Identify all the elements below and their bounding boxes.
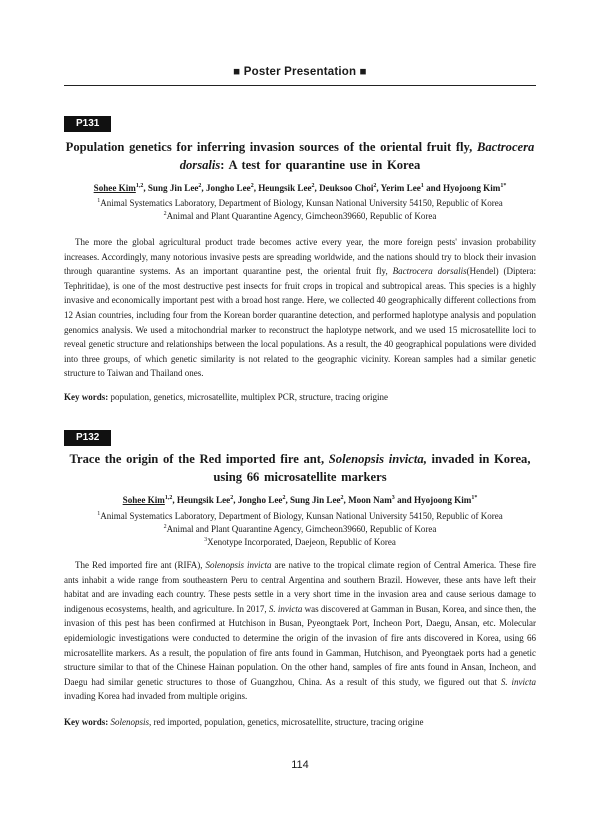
author-separator: , (143, 183, 148, 193)
keywords-text (108, 717, 423, 727)
poster-label: P131 (64, 116, 111, 132)
author-affiliation-mark: 2 (311, 182, 315, 189)
italic-run: Bactrocera dorsalis (392, 266, 467, 277)
author-name: Heungsik Lee (258, 183, 312, 193)
affiliation-mark: 2 (163, 524, 167, 530)
title-text: : A test for quarantine use in Korea (220, 157, 421, 172)
paper-title (64, 451, 536, 486)
author-affiliation-mark: 1,2 (135, 182, 144, 189)
author-affiliation-mark: 1,2 (164, 494, 173, 501)
page-number: 114 (291, 759, 309, 771)
abstract (64, 558, 536, 704)
author-separator: and (423, 183, 444, 193)
author-list (64, 182, 536, 194)
title-species: Bactrocera dorsalis (179, 140, 535, 172)
author-separator: , (233, 495, 238, 505)
affiliation-line (64, 510, 536, 523)
author-name: Sung Jin Lee (290, 495, 341, 505)
affiliation-line (64, 523, 536, 536)
author-affiliation-mark: 2 (250, 182, 254, 189)
author-separator: and (394, 495, 415, 505)
affiliation-line (64, 536, 536, 549)
text-run: invading Korea had invaded from multiple origins. (64, 691, 248, 702)
author-separator: , (376, 183, 381, 193)
affiliation-mark: 1 (97, 511, 101, 517)
keywords (64, 391, 536, 404)
author-name: Moon Nam (348, 495, 392, 505)
affiliation-line (64, 197, 536, 210)
title-text: invaded in Korea, using 66 microsatellite markers (213, 452, 531, 484)
keywords-text (108, 392, 388, 402)
running-header: ■ Poster Presentation ■ (233, 66, 367, 78)
author-affiliation-mark: 1* (500, 182, 507, 189)
author-separator: , (172, 495, 177, 505)
affiliation-list (64, 510, 536, 549)
author-separator: , (314, 183, 320, 193)
affiliation-text: Animal Systematics Laboratory, Department of Biology, Kunsan National University 54150, Republic of Korea (100, 198, 503, 208)
title-text: Population genetics for inferring invasion sources of the oriental fruit fly, (65, 140, 477, 154)
author-name: Sung Jin Lee (147, 183, 199, 193)
affiliation-list (64, 197, 536, 223)
text-run: The Red imported fire ant (RIFA), (75, 560, 206, 570)
author-affiliation-mark: 3 (391, 494, 395, 501)
author-affiliation-mark: 2 (340, 494, 344, 501)
author-separator: , (253, 183, 259, 193)
text-run: , red imported, population, genetics, microsatellite, structure, tracing origine (149, 717, 424, 727)
italic-run: Solenopsis (110, 717, 150, 727)
affiliation-text: Animal and Plant Quarantine Agency, Gimcheon39660, Republic of Korea (166, 524, 437, 534)
keywords-label: Key words: (64, 392, 109, 402)
author-list (64, 494, 536, 506)
affiliation-text: Animal and Plant Quarantine Agency, Gimcheon39660, Republic of Korea (166, 211, 437, 221)
author-separator: , (285, 495, 290, 505)
paper-title (64, 139, 536, 174)
text-run: was discovered at Gamman in Busan, Korea, and since then, the invasion of this pest has been confirmed at Hutchison in Busan, Pyeongtaek Port, Incheon Port, Daegu, Ansan, etc. Molecular epidemiologic investigations were conducted to determine the origin of the invasion of fire ants discovered in Korea, using 66 microsatellite markers. As a result, the population of fire ants found in Gamman, Hutchison, and Pyeongtaek ports had a genetic structure similar to that of the Chinese Hainan population. On the other hand, samples of fire ants found in Ansan, Incheon, and Daegu had similar genetic structures to those of Guangzhou, China. As a result of this study, we figured out that (64, 603, 536, 687)
poster-label: P132 (64, 430, 111, 446)
italic-run: S. invicta (500, 676, 536, 687)
affiliation-mark: 2 (163, 211, 167, 217)
author-affiliation-mark: 1* (471, 494, 478, 501)
text-run: The more the global agricultural product trade becomes active every year, the more foreign pests' invasion probability increases. Accordingly, many notorious invasive pests are spreading worldwide, and the nations should try to block their invasion through quarantine systems. As an important quarantine pest, the oriental fruit fly, (64, 237, 536, 277)
author-name: Hyojoong Kim (414, 495, 472, 505)
affiliation-text: Animal Systematics Laboratory, Department of Biology, Kunsan National University 54150, Republic of Korea (100, 511, 503, 521)
author-separator: , (343, 495, 349, 505)
author-name: Jongho Lee (205, 183, 251, 193)
author-affiliation-mark: 1 (420, 182, 424, 189)
author-affiliation-mark: 2 (198, 182, 202, 189)
affiliation-mark: 3 (204, 537, 208, 543)
text-run: (Hendel) (Diptera: Tephritidae), is one of the most destructive pest insects for fruit crops in tropical and subtropical areas. This species is a highly invasive and economically important pest with a broad host range. Here, we collected 40 geographically different collections from 12 Asian countries, including four from the Korean border quarantine detection, and performed haplotype analysis and population genomics analysis. We used a mitochondrial marker to reconstruct the haplotype network, and we used 15 microsatellite loci to reveal genetic structure and relationships between the local populations. As a result, the 40 geographical populations were divided into three groups, of which genetic similarity is not related to the geographic vicinity. Korean samples had a similar genetic structure to Taiwan and Thailand ones. (64, 266, 536, 379)
author-affiliation-mark: 2 (373, 182, 377, 189)
author-separator: , (201, 183, 206, 193)
keywords-label: Key words: (64, 717, 109, 727)
author-affiliation-mark: 2 (282, 494, 286, 501)
title-species: Solenopsis invicta, (328, 452, 427, 466)
text-run: population, genetics, microsatellite, multiplex PCR, structure, tracing origine (108, 392, 388, 402)
affiliation-mark: 1 (97, 198, 101, 204)
author-name: Jongho Lee (237, 495, 283, 505)
author-name: Deuksoo Choi (319, 183, 374, 193)
header-rule (64, 85, 536, 86)
title-text: Trace the origin of the Red imported fire ant, (69, 452, 329, 466)
keywords (64, 716, 536, 729)
affiliation-text: Xenotype Incorporated, Daejeon, Republic of Korea (207, 537, 396, 547)
italic-run: Solenopsis invicta (205, 560, 272, 570)
italic-run: S. invicta (268, 603, 303, 614)
affiliation-line (64, 210, 536, 223)
author-name: Sohee Kim (122, 495, 165, 505)
text-run: are native to the tropical climate region of Central America. These fire ants inhabit a wide range from southeastern Peru to central Argentina and southern Brazil. However, these ants have left their habitat and are invading each country. These pests settle in a very short time in the invasion area and cause serious damage to indigenous ecosystems, health, and agriculture. In 2017, (64, 560, 536, 614)
author-name: Heungsik Lee (176, 495, 231, 505)
author-affiliation-mark: 2 (230, 494, 234, 501)
author-name: Sohee Kim (93, 183, 136, 193)
author-name: Yerim Lee (380, 183, 421, 193)
abstract (64, 235, 536, 381)
author-name: Hyojoong Kim (443, 183, 501, 193)
